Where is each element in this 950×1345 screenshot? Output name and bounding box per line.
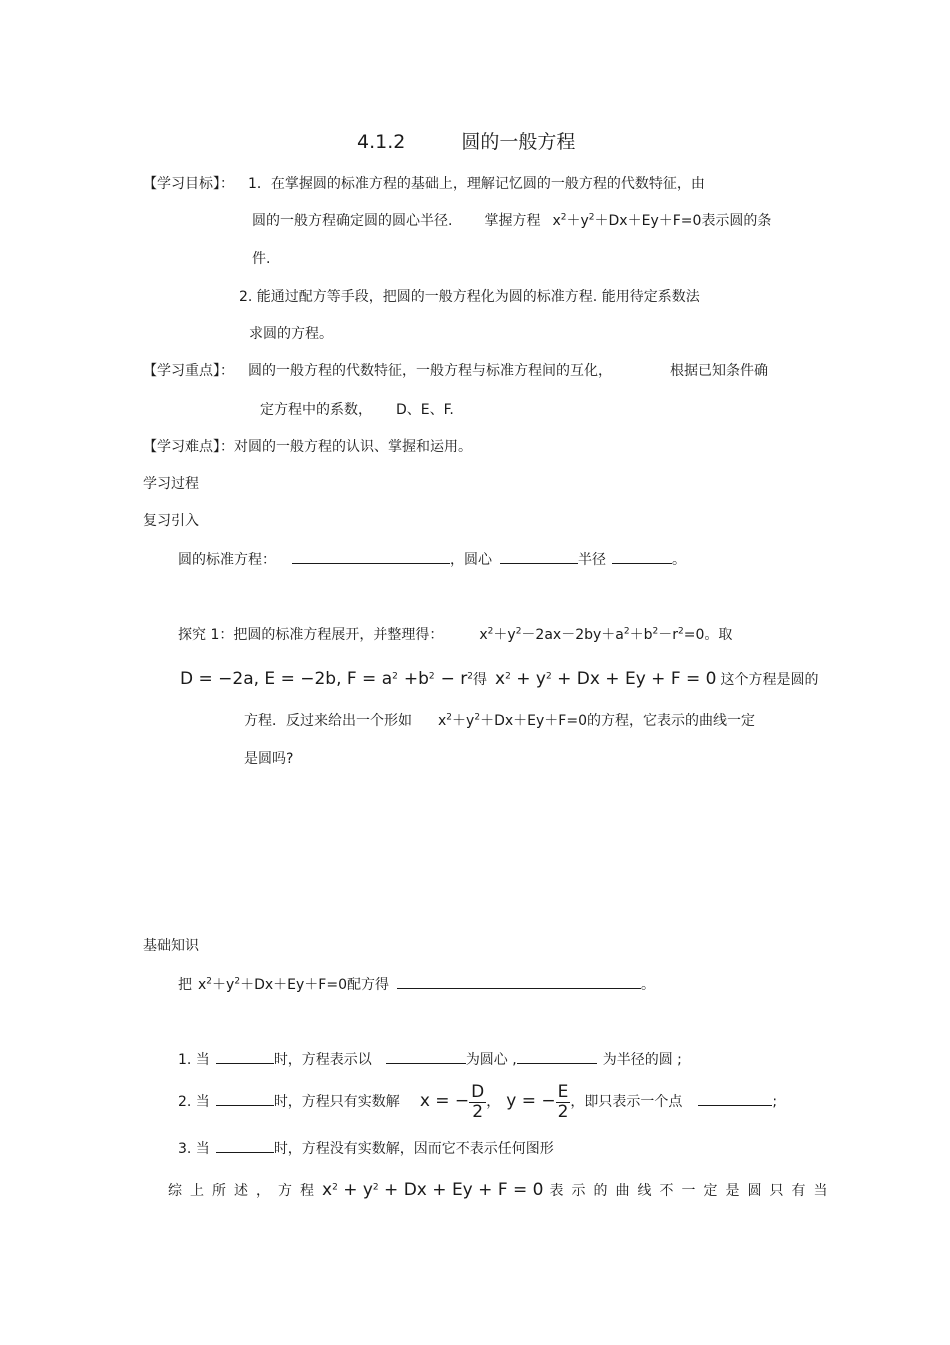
blank-radius[interactable] (612, 550, 672, 564)
blank-center[interactable] (500, 550, 578, 564)
basic-heading: 基础知识 (143, 938, 199, 954)
blank-cond-1[interactable] (216, 1050, 274, 1064)
blank-radius-2[interactable] (517, 1050, 597, 1064)
basic-item-2: 2. 当 时，方程只有实数解 x = − $\frac{D}{2}$ ， y = − $\frac{E}{2}$ ，即只表示一个点 ; (178, 1081, 778, 1122)
explore-line-2: D = −2a, E = −2b, $F = a^2 +b^2 - r^2$得 $x^2 + y^2 + Dx + Ey + F = 0$ 这个方程是圆的 (180, 669, 819, 689)
basic-complete-square: 把 $x^2+y^2+Dx+Ey+F=0$配方得 。 (178, 976, 655, 993)
goals-line-4: 2. 能通过配方等手段，把圆的一般方程化为圆的标准方程. 能用待定系数法 (239, 289, 700, 305)
title-text: 圆的一般方程 (461, 131, 576, 153)
goals-label: 【学习目标】： (143, 176, 234, 192)
key-line-1: 【学习重点】： 圆的一般方程的代数特征，一般方程与标准方程间的互化， 根据已知条件确 (143, 363, 768, 379)
page-title (357, 130, 575, 154)
blank-point[interactable] (698, 1092, 772, 1106)
key-label: 【学习重点】： (143, 363, 234, 379)
blank-standard-eq[interactable] (292, 550, 450, 564)
goals-line-1: 【学习目标】： 1．在掌握圆的标准方程的基础上，理解记忆圆的一般方程的代数特征，由 (143, 176, 705, 192)
difficult-line: 【学习难点】：对圆的一般方程的认识、掌握和运用。 (143, 439, 472, 455)
explore-line-1: 探究 1：把圆的标准方程展开，并整理得： $x^2+y^2-2ax-2by+a^2+b^2-r^2=0$。取 (178, 626, 733, 643)
blank-center-2[interactable] (386, 1050, 466, 1064)
difficult-label: 【学习难点】： (143, 439, 234, 455)
basic-summary: 综上所述，方程$x^2 + y^2 + Dx + Ey + F = 0$ 表示的曲线不一定是圆只有当 (168, 1180, 836, 1200)
goals-line-2: 圆的一般方程确定圆的圆心半径. 掌握方程 $x^2+y^2+Dx+Ey+F=0$表示圆的条 (252, 212, 772, 229)
goals-line-3: 件. (252, 251, 271, 267)
blank-cond-2[interactable] (216, 1092, 274, 1106)
explore-line-3: 方程．反过来给出一个形如 $x^2+y^2+Dx+Ey+F=0$的方程，它表示的曲线一定 (244, 712, 755, 729)
basic-item-3: 3. 当 时，方程没有实数解，因而它不表示任何图形 (178, 1141, 554, 1157)
review-heading: 复习引入 (143, 513, 199, 529)
key-line-2: 定方程中的系数， D、E、F. (260, 402, 454, 418)
basic-item-1: 1. 当 时，方程表示以 为圆心 , 为半径的圆 ; (178, 1052, 682, 1068)
section-number: 4.1.2 (357, 131, 406, 153)
explore-line-4: 是圆吗? (244, 751, 294, 767)
blank-cond-3[interactable] (216, 1139, 274, 1153)
blank-complete-square[interactable] (397, 975, 641, 989)
review-line: 圆的标准方程： ，圆心 半径 。 (178, 552, 686, 568)
goals-line-5: 求圆的方程。 (249, 326, 333, 342)
process-heading: 学习过程 (143, 476, 199, 492)
